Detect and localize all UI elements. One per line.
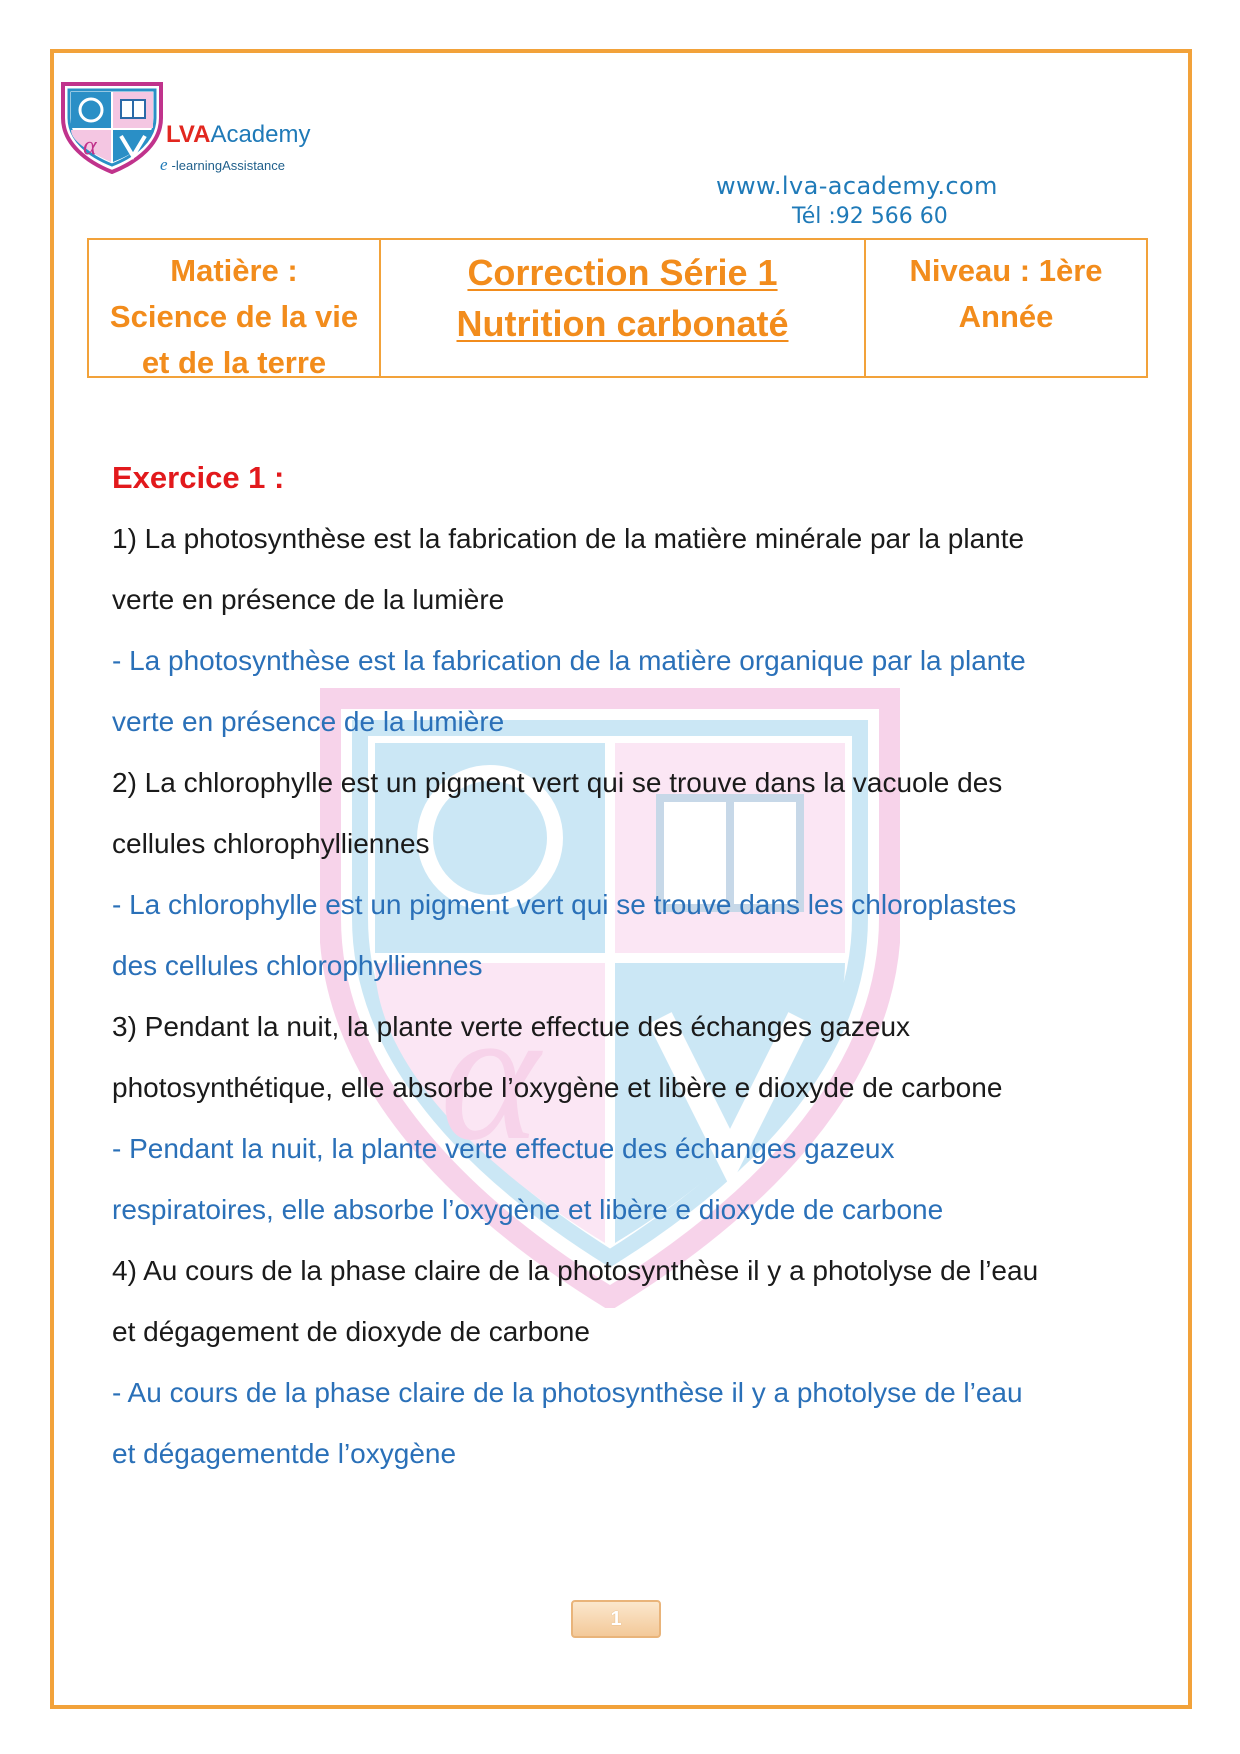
document-title: Correction Série 1 bbox=[467, 252, 778, 293]
correction-4-line-2: et dégagementde l’oxygène bbox=[112, 1438, 457, 1469]
exercise-content bbox=[112, 448, 1152, 1484]
exercise-title: Exercice 1 : bbox=[112, 460, 285, 495]
brand-name-rest: Academy bbox=[210, 121, 311, 148]
brand-name-strong: LVA bbox=[166, 121, 211, 148]
title-cell bbox=[381, 240, 866, 376]
correction-1-line-1: - La photosynthèse est la fabrication de la matière organique par la plante bbox=[112, 645, 1026, 676]
page-number-badge bbox=[571, 1600, 661, 1638]
svg-text:α: α bbox=[83, 131, 97, 160]
level-line-1: Niveau : 1ère bbox=[909, 253, 1103, 288]
statement-3-line-2: photosynthétique, elle absorbe l’oxygène et libère e dioxyde de carbone bbox=[112, 1072, 1003, 1103]
correction-1-line-2: verte en présence de la lumière bbox=[112, 706, 505, 737]
subject-label: Matière : bbox=[170, 253, 298, 288]
correction-2-line-2: des cellules chlorophylliennes bbox=[112, 950, 483, 981]
website-link[interactable]: www.lva-academy.com bbox=[716, 172, 998, 200]
statement-4-line-2: et dégagement de dioxyde de carbone bbox=[112, 1316, 590, 1347]
correction-3-line-1: - Pendant la nuit, la plante verte effectue des échanges gazeux bbox=[112, 1133, 895, 1164]
statement-1-line-1: 1) La photosynthèse est la fabrication de la matière minérale par la plante bbox=[112, 523, 1025, 554]
page-number: 1 bbox=[610, 1607, 622, 1630]
brand-tagline bbox=[160, 155, 285, 175]
statement-1-line-2: verte en présence de la lumière bbox=[112, 584, 505, 615]
level-line-2: Année bbox=[958, 299, 1054, 334]
brand-name bbox=[166, 121, 310, 149]
statement-2-line-1: 2) La chlorophylle est un pigment vert qui se trouve dans la vacuole des bbox=[112, 767, 1003, 798]
level-cell bbox=[866, 240, 1146, 376]
statement-2-line-2: cellules chlorophylliennes bbox=[112, 828, 430, 859]
correction-2-line-1: - La chlorophylle est un pigment vert qui se trouve dans les chloroplastes bbox=[112, 889, 1017, 920]
document-subtitle: Nutrition carbonaté bbox=[456, 303, 789, 344]
subject-line-2: et de la terre bbox=[141, 345, 327, 380]
phone-number: Tél :92 566 60 bbox=[792, 204, 948, 229]
statement-4-line-1: 4) Au cours de la phase claire de la photosynthèse il y a photolyse de l’eau bbox=[112, 1255, 1039, 1286]
lva-academy-logo-icon bbox=[57, 78, 167, 174]
svg-text:α: α bbox=[440, 970, 540, 1180]
subject-line-1: Science de la vie bbox=[109, 299, 359, 334]
subject-cell bbox=[89, 240, 381, 380]
statement-3-line-1: 3) Pendant la nuit, la plante verte effectue des échanges gazeux bbox=[112, 1011, 911, 1042]
correction-3-line-2: respiratoires, elle absorbe l’oxygène et libère e dioxyde de carbone bbox=[112, 1194, 944, 1225]
brand-e-letter: e bbox=[160, 155, 168, 174]
brand-tagline-text: -learningAssistance bbox=[171, 158, 285, 173]
correction-4-line-1: - Au cours de la phase claire de la photosynthèse il y a photolyse de l’eau bbox=[112, 1377, 1023, 1408]
info-table bbox=[87, 238, 1148, 378]
